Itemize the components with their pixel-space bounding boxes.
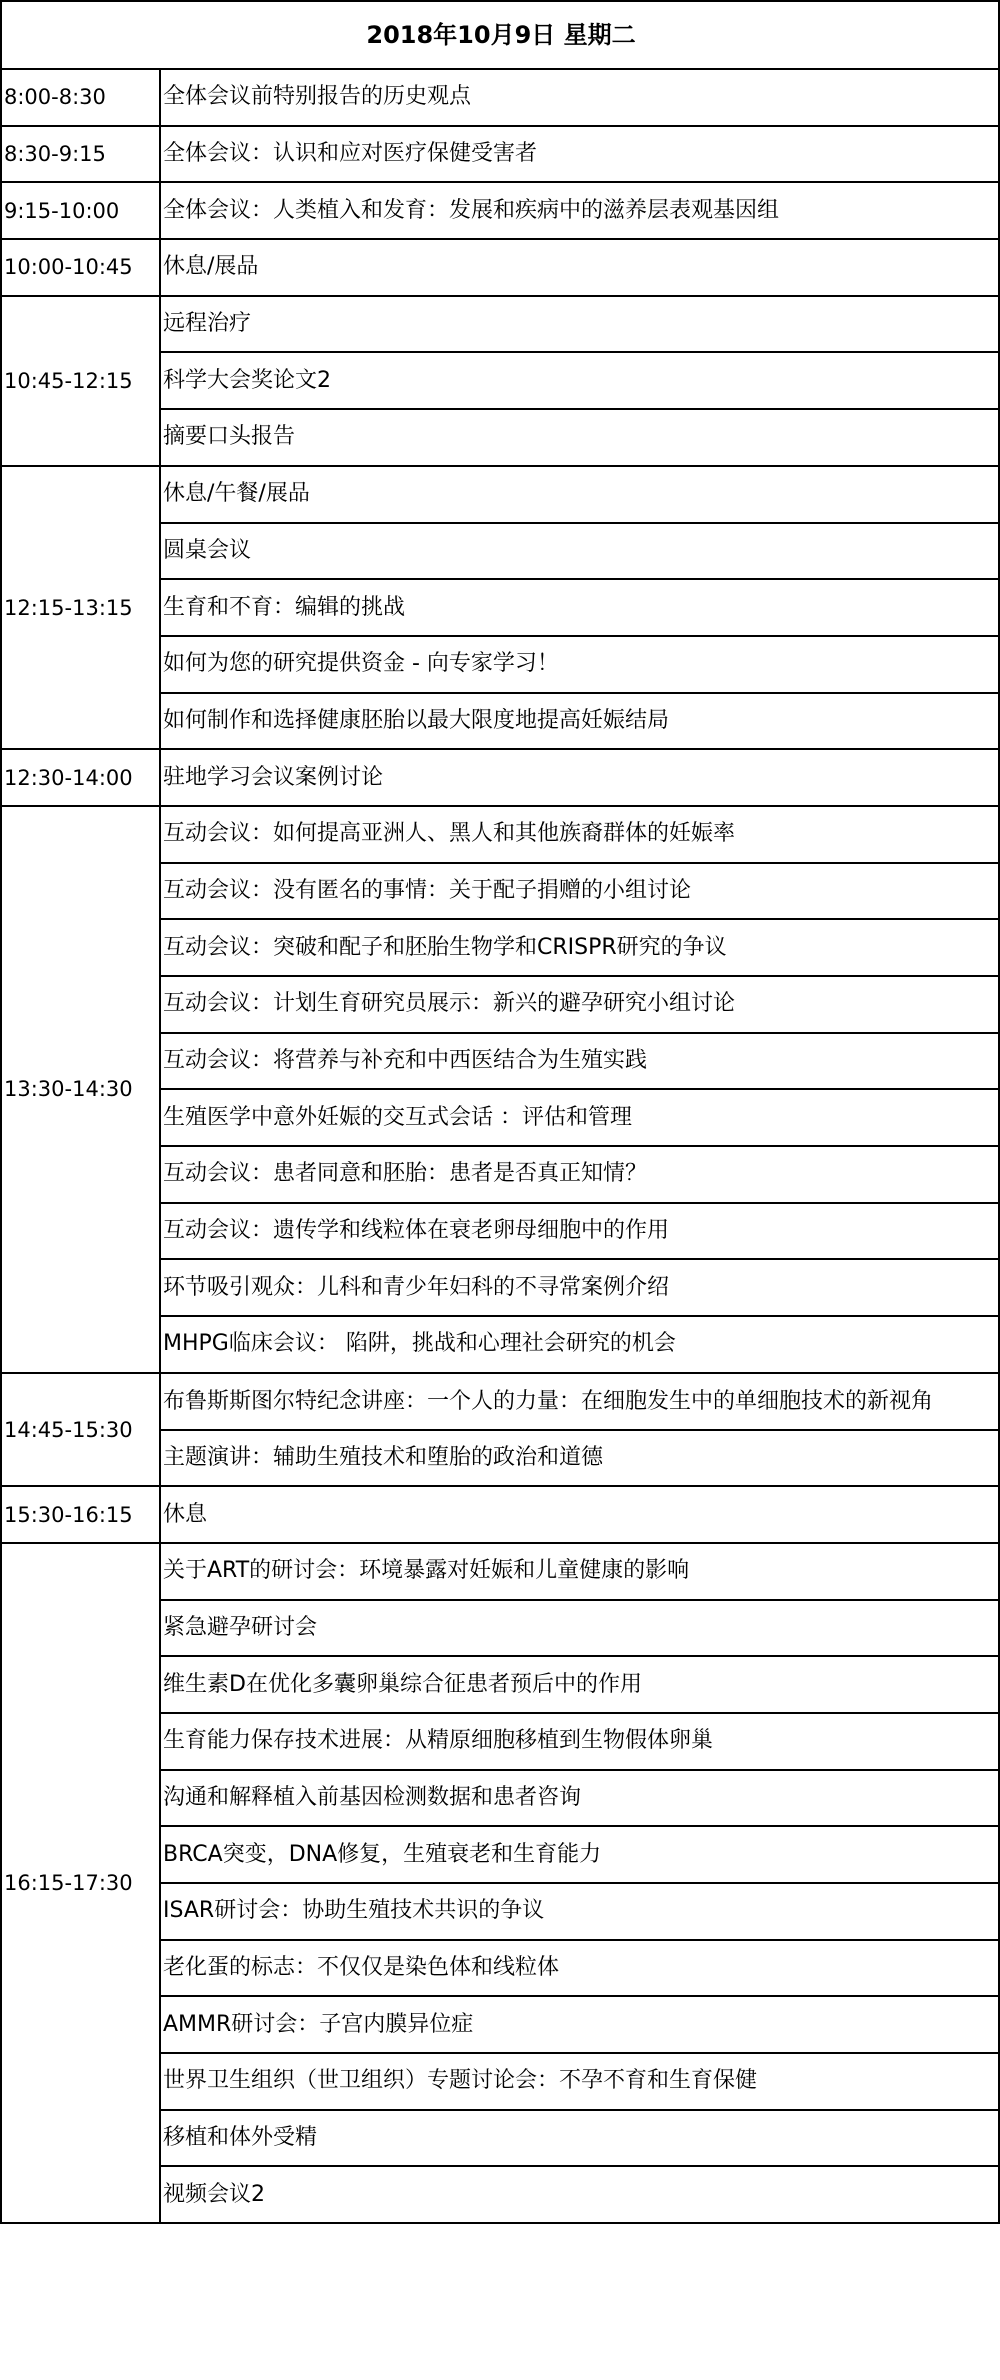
time-slot-cell: 10:00-10:45 xyxy=(1,239,160,296)
session-cell: 摘要口头报告 xyxy=(160,409,999,466)
session-cell: 老化蛋的标志：不仅仅是染色体和线粒体 xyxy=(160,1940,999,1997)
session-cell: 紧急避孕研讨会 xyxy=(160,1600,999,1657)
session-cell: 科学大会奖论文2 xyxy=(160,352,999,409)
session-cell: 如何为您的研究提供资金 - 向专家学习！ xyxy=(160,636,999,693)
session-cell: 休息/午餐/展品 xyxy=(160,466,999,523)
schedule-title: 2018年10月9日 星期二 xyxy=(1,1,999,69)
session-cell: 全体会议：认识和应对医疗保健受害者 xyxy=(160,126,999,183)
time-slot-cell: 10:45-12:15 xyxy=(1,296,160,466)
session-cell: 关于ART的研讨会：环境暴露对妊娠和儿童健康的影响 xyxy=(160,1543,999,1600)
schedule-row xyxy=(1,1543,999,1600)
schedule-row xyxy=(1,749,999,806)
session-cell: 生育和不育：编辑的挑战 xyxy=(160,579,999,636)
session-cell: 互动会议：计划生育研究员展示：新兴的避孕研究小组讨论 xyxy=(160,976,999,1033)
time-slot-cell: 13:30-14:30 xyxy=(1,806,160,1373)
time-slot-cell: 16:15-17:30 xyxy=(1,1543,160,2223)
schedule-row xyxy=(1,1373,999,1430)
schedule-body xyxy=(1,69,999,2223)
time-slot-cell: 12:30-14:00 xyxy=(1,749,160,806)
session-cell: 互动会议：将营养与补充和中西医结合为生殖实践 xyxy=(160,1033,999,1090)
schedule-row xyxy=(1,296,999,353)
session-cell: 互动会议：突破和配子和胚胎生物学和CRISPR研究的争议 xyxy=(160,919,999,976)
session-cell: 主题演讲：辅助生殖技术和堕胎的政治和道德 xyxy=(160,1430,999,1487)
schedule-row xyxy=(1,126,999,183)
session-cell: 世界卫生组织（世卫组织）专题讨论会：不孕不育和生育保健 xyxy=(160,2053,999,2110)
session-cell: 圆桌会议 xyxy=(160,523,999,580)
time-slot-cell: 8:30-9:15 xyxy=(1,126,160,183)
session-cell: 全体会议前特别报告的历史观点 xyxy=(160,69,999,126)
session-cell: 休息/展品 xyxy=(160,239,999,296)
session-cell: 远程治疗 xyxy=(160,296,999,353)
session-cell: 休息 xyxy=(160,1486,999,1543)
time-slot-cell: 12:15-13:15 xyxy=(1,466,160,749)
schedule-row xyxy=(1,69,999,126)
session-cell: 布鲁斯斯图尔特纪念讲座：一个人的力量：在细胞发生中的单细胞技术的新视角 xyxy=(160,1373,999,1430)
session-cell: MHPG临床会议： 陷阱，挑战和心理社会研究的机会 xyxy=(160,1316,999,1373)
session-cell: 如何制作和选择健康胚胎以最大限度地提高妊娠结局 xyxy=(160,693,999,750)
schedule-row xyxy=(1,466,999,523)
session-cell: 维生素D在优化多囊卵巢综合征患者预后中的作用 xyxy=(160,1656,999,1713)
session-cell: 互动会议：患者同意和胚胎：患者是否真正知情？ xyxy=(160,1146,999,1203)
session-cell: 生育能力保存技术进展：从精原细胞移植到生物假体卵巢 xyxy=(160,1713,999,1770)
schedule-row xyxy=(1,806,999,863)
time-slot-cell: 9:15-10:00 xyxy=(1,182,160,239)
schedule-row xyxy=(1,239,999,296)
session-cell: 移植和体外受精 xyxy=(160,2110,999,2167)
session-cell: AMMR研讨会：子宫内膜异位症 xyxy=(160,1996,999,2053)
session-cell: 沟通和解释植入前基因检测数据和患者咨询 xyxy=(160,1770,999,1827)
session-cell: 互动会议：没有匿名的事情：关于配子捐赠的小组讨论 xyxy=(160,863,999,920)
time-slot-cell: 8:00-8:30 xyxy=(1,69,160,126)
session-cell: 互动会议：遗传学和线粒体在衰老卵母细胞中的作用 xyxy=(160,1203,999,1260)
session-cell: 互动会议：如何提高亚洲人、黑人和其他族裔群体的妊娠率 xyxy=(160,806,999,863)
session-cell: 驻地学习会议案例讨论 xyxy=(160,749,999,806)
time-slot-cell: 14:45-15:30 xyxy=(1,1373,160,1486)
session-cell: 全体会议：人类植入和发育：发展和疾病中的滋养层表观基因组 xyxy=(160,182,999,239)
time-slot-cell: 15:30-16:15 xyxy=(1,1486,160,1543)
title-row xyxy=(1,1,999,69)
session-cell: ISAR研讨会：协助生殖技术共识的争议 xyxy=(160,1883,999,1940)
schedule-row xyxy=(1,182,999,239)
session-cell: 环节吸引观众：儿科和青少年妇科的不寻常案例介绍 xyxy=(160,1259,999,1316)
session-cell: BRCA突变，DNA修复，生殖衰老和生育能力 xyxy=(160,1826,999,1883)
session-cell: 生殖医学中意外妊娠的交互式会话 ：评估和管理 xyxy=(160,1089,999,1146)
schedule-row xyxy=(1,1486,999,1543)
session-cell: 视频会议2 xyxy=(160,2166,999,2223)
